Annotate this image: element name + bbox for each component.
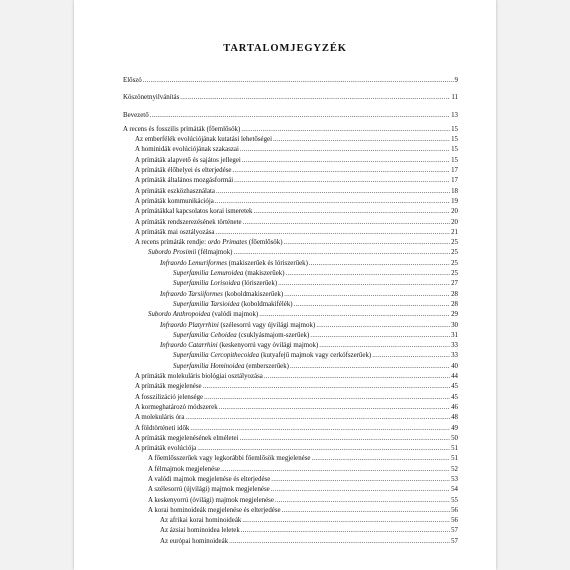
toc-entry [123,207,458,217]
toc-entry [123,269,458,279]
toc-page-number: 53 [451,475,458,483]
toc-entry [123,403,458,413]
toc-entry-title-part: A keskenyorrú (óvilági) majmok megjelenése [148,496,274,504]
toc-leader-dots [282,506,451,516]
toc-leader-dots [273,135,450,145]
toc-entry [123,537,458,547]
toc-entry [123,248,458,258]
toc-entry-title [135,207,253,217]
toc-entry-title-part: A recens prímáták rendje: [135,239,208,247]
toc-leader-dots [310,331,450,341]
toc-page-number: 9 [454,77,458,84]
toc-entry-title [135,372,263,382]
toc-page-number: 25 [451,249,458,257]
toc-entry-title-part: A prímátákkal kapcsolatos korai ismeretek [135,208,253,216]
toc-entry-title-part: Köszönetnyilvánítás [123,94,180,102]
toc-entry-title-part: (koboldmakifélék) [239,300,293,308]
document-page [74,0,496,570]
toc-entry-title [148,485,270,495]
toc-entry-title [173,279,277,289]
toc-entry-title-part: (főemlősök) [247,239,283,247]
toc-entry-title-italic: Subordo Anthropoidea [148,311,211,319]
toc-page-number: 25 [451,270,458,278]
toc-leader-dots [215,228,450,238]
toc-leader-dots [243,218,451,228]
toc-entry [123,93,458,103]
toc-leader-dots [190,424,450,434]
toc-leader-dots [259,310,450,320]
toc-entry [123,475,458,485]
toc-page-number: 33 [451,352,458,360]
toc-entry [123,424,458,434]
toc-page-number: 21 [451,228,458,236]
toc-entry-title-italic: Infraordo Lemuriformes [160,259,227,267]
toc-entry-title-part: Az emberfélék evolúciójának kutatási lehetőségei [135,136,272,144]
toc-page-number: 29 [451,311,458,319]
toc-entry-title [135,403,218,413]
toc-entry-title-italic: Superfamilia Cercopithecoidea [173,352,260,360]
toc-entry-title [173,269,285,279]
toc-page-number: 31 [451,331,458,339]
toc-leader-dots [143,76,454,86]
toc-page-number: 30 [451,321,458,329]
toc-entry-title-part: A földtörténeti idők [135,424,190,432]
toc-entry [123,506,458,516]
toc-entry [123,372,458,382]
toc-entry [123,111,458,121]
toc-page-number: 15 [451,136,458,144]
toc-entry [123,156,458,166]
toc-entry-title [123,111,149,121]
toc-page-number: 33 [451,342,458,350]
toc-entry-title [173,362,289,372]
toc-entry [123,321,458,331]
toc-leader-dots [275,496,450,506]
toc-entry-title [135,187,215,197]
toc-entry-title-part: A molekuláris óra [135,414,185,422]
toc-entry-title-part: A fosszilizáció jelensége [135,393,204,401]
toc-entry-title [135,166,231,176]
toc-leader-dots [150,111,450,121]
toc-entry-title [148,496,274,506]
toc-entry-title [135,393,203,403]
toc-page-number: 27 [451,280,458,288]
toc-entry-title [123,93,179,103]
toc-leader-dots [234,176,450,186]
toc-entry-title-part: A prímáták alapvető és sajátos jellegei [135,156,241,164]
toc-page-number: 17 [451,177,458,185]
toc-entry-title [160,341,318,351]
toc-entry-title-italic: Infraordo Catarrhini [160,342,218,350]
toc-leader-dots [232,166,450,176]
toc-leader-dots [180,93,450,103]
toc-page-number: 28 [451,290,458,298]
toc-entry [123,197,458,207]
toc-page-number: 25 [451,239,458,247]
toc-leader-dots [264,372,450,382]
toc-page-number: 57 [451,537,458,545]
toc-entry-title [160,526,240,536]
toc-entry-title-part: Az ázsiai hominoidea leletek [160,527,240,535]
toc-entry [123,145,458,155]
toc-leader-dots [241,125,450,135]
toc-entry [123,166,458,176]
toc-entry-title-part: Előszó [123,77,142,84]
toc-entry-title-part: Az európai hominoideák [160,537,229,545]
toc-entry-title-part: A recens és fosszilis prímáták (főemlősök) [123,125,241,133]
toc-entry-title-part: A prímáták evolúciója [135,445,197,453]
toc-entry-title [160,321,315,331]
toc-entry [123,362,458,372]
toc-entry-title-part: A prímáták élőhelyei és elterjedése [135,167,232,175]
toc-leader-dots [278,279,450,289]
toc-entry [123,331,458,341]
toc-leader-dots [271,485,450,495]
toc-entry-title-italic: Superfamilia Lemuroidea [173,270,244,278]
toc-entry-title [135,444,196,454]
toc-entry-title [135,382,202,392]
toc-entry [123,187,458,197]
toc-entry [123,125,458,135]
toc-entry [123,393,458,403]
toc-leader-dots [372,351,450,361]
toc-leader-dots [284,290,450,300]
toc-entry-title-part: (szélesorrú vagy újvilági majmok) [218,321,316,329]
toc-page-number: 19 [451,197,458,205]
toc-entry [123,300,458,310]
toc-leader-dots [311,454,450,464]
toc-entry-title-part: (makiszerűek) [243,270,285,278]
toc-entry-title [135,197,214,207]
toc-page-number: 57 [451,527,458,535]
toc-entry-title-part: A szélesorrú (újvilági) majmok megjelenése [148,486,270,494]
toc-leader-dots [241,526,450,536]
toc-entry-title [135,434,239,444]
toc-entry-title-part: (kutyafejű majmok vagy cerkófszerűek) [259,352,372,360]
toc-entry-title-part: (valódi majmok) [210,311,259,319]
toc-leader-dots [294,300,451,310]
toc-leader-dots [242,156,450,166]
toc-entry [123,176,458,186]
toc-entry-title [135,135,272,145]
toc-page-number: 15 [451,146,458,154]
toc-page-number: 11 [451,94,458,102]
toc-leader-dots [242,516,450,526]
toc-leader-dots [319,341,450,351]
toc-page-number: 45 [451,383,458,391]
toc-entry-title [135,145,239,155]
toc-entry-title-part: A prímáták általános mozgásformái [135,177,234,185]
toc-page-number: 20 [451,208,458,216]
toc-entry-title-italic: Subordo Prosimii [148,249,197,257]
toc-entry-title-italic: ordo Primates [207,239,248,247]
toc-entry-title [160,290,283,300]
toc-entry-title-part: (keskenyorrú vagy óvilági majmok) [217,342,319,350]
toc-entry [123,413,458,423]
toc-entry [123,135,458,145]
toc-leader-dots [215,197,450,207]
toc-entry-title [148,506,281,516]
toc-page-number: 15 [451,156,458,164]
toc-entry-title-part: (koboldmakiszerűek) [222,290,284,298]
toc-page-number: 20 [451,218,458,226]
toc-entry-title-part: (emberszerűek) [244,362,289,370]
toc-entry [123,454,458,464]
toc-entry-title [135,413,184,423]
toc-entry-title [148,310,258,320]
toc-entry-title [135,218,242,228]
toc-entry-title [135,238,283,248]
toc-leader-dots [271,475,450,485]
toc-entry-title-part: (félmajmok) [196,249,233,257]
toc-entry-title-part: (lóriszerűek) [240,280,278,288]
toc-entry [123,218,458,228]
toc-entry-title-italic: Superfamilia Lorisoidea [173,280,241,288]
toc-leader-dots [233,248,450,258]
toc-leader-dots [240,434,451,444]
toc-entry [123,496,458,506]
toc-entry [123,310,458,320]
toc-entry-title-part: A prímáták eszközhasználata [135,187,215,195]
toc-entry-title [173,351,371,361]
toc-page-number: 55 [451,496,458,504]
toc-entry-title [148,475,270,485]
toc-entry [123,76,458,86]
toc-page-number: 40 [451,362,458,370]
toc-leader-dots [286,269,451,279]
toc-entry [123,485,458,495]
toc-page-number: 44 [451,373,458,381]
toc-entry-title-part: A félmajmok megjelenése [148,465,220,473]
toc-entry-title [123,76,142,86]
toc-entry-title-part: (makiszerűek és lóriszerűek) [226,259,308,267]
toc-entry-title-part: A prímáták molekuláris biológiai osztályozása [135,373,263,381]
toc-leader-dots [254,207,451,217]
toc-entry-title-part: Bevezető [123,111,149,119]
toc-entry-title-part: A prímáták megjelenése [135,383,202,391]
toc-entry-title [148,465,220,475]
toc-entry [123,341,458,351]
toc-entry [123,351,458,361]
toc-entry-title-italic: Infraordo Platyrrhini [160,321,219,329]
toc-entry [123,238,458,248]
page-title: TARTALOMJEGYZÉK [223,43,347,54]
toc-entry-title-part: A főemlősszerűek vagy legkorábbi főemlősök megjelenése [148,455,311,463]
toc-entry-title [160,259,308,269]
toc-page-number: 50 [451,434,458,442]
toc-entry-title [173,300,293,310]
toc-entry [123,228,458,238]
toc-entry [123,526,458,536]
toc-entry-title-italic: Superfamilia Tarsioidea [173,300,240,308]
toc-entry-title-italic: Superfamilia Hominoidea [173,362,245,370]
toc-entry-title [135,156,241,166]
toc-leader-dots [203,382,451,392]
toc-entry-title [160,537,228,547]
toc-entry-title-part: A kormeghatározó módszerek [135,403,218,411]
table-of-contents [123,76,458,547]
toc-page-number: 54 [451,486,458,494]
toc-leader-dots [316,321,450,331]
toc-entry [123,279,458,289]
toc-entry-title-italic: Infraordo Tarsiiformes [160,290,223,298]
toc-entry-title [135,424,189,434]
toc-entry [123,465,458,475]
toc-entry-title-part: A prímáták rendszerezésének története [135,218,242,226]
toc-page-number: 56 [451,517,458,525]
toc-entry-title-part: A prímáták mai osztályozása [135,228,215,236]
toc-leader-dots [219,403,450,413]
toc-leader-dots [240,145,450,155]
toc-page-number: 49 [451,424,458,432]
toc-page-number: 51 [451,455,458,463]
toc-entry [123,444,458,454]
toc-entry [123,382,458,392]
toc-leader-dots [197,444,450,454]
toc-entry-title [135,176,233,186]
toc-entry [123,259,458,269]
toc-entry-title-part: (csuklyásmajom-szerűek) [236,331,310,339]
toc-page-number: 52 [451,465,458,473]
toc-entry-title-italic: Superfamilia Ceboidea [173,331,237,339]
toc-page-number: 56 [451,506,458,514]
toc-leader-dots [290,362,450,372]
toc-leader-dots [221,465,450,475]
toc-entry-title-part: A korai hominoideák megjelenése és elterjedése [148,506,281,514]
toc-page-number: 18 [451,187,458,195]
toc-leader-dots [204,393,450,403]
toc-entry-title-part: A hominidák evolúciójának szakaszai [135,146,239,154]
toc-entry [123,434,458,444]
toc-leader-dots [309,259,450,269]
toc-leader-dots [284,238,451,248]
toc-entry-title-part: Az afrikai korai hominoideák [160,517,242,525]
toc-entry [123,516,458,526]
toc-entry-title [123,125,240,135]
toc-page-number: 28 [451,300,458,308]
toc-page-number: 48 [451,414,458,422]
toc-page-number: 25 [451,259,458,267]
toc-leader-dots [185,413,450,423]
toc-page-number: 17 [451,167,458,175]
toc-leader-dots [229,537,450,547]
toc-entry-title-part: A prímáták kommunikációja [135,197,214,205]
toc-entry-title [135,228,214,238]
toc-page-number: 46 [451,403,458,411]
toc-page-number: 13 [451,111,458,119]
toc-entry-title [173,331,309,341]
toc-page-number: 45 [451,393,458,401]
toc-entry-title [148,454,310,464]
toc-entry-title-part: A prímáták megjelenésének elméletei [135,434,239,442]
toc-entry-title [148,248,232,258]
toc-entry-title-part: A valódi majmok megjelenése és elterjedése [148,475,271,483]
toc-entry [123,290,458,300]
toc-leader-dots [216,187,450,197]
toc-page-number: 15 [451,125,458,133]
toc-entry-title [160,516,241,526]
toc-page-number: 51 [451,445,458,453]
